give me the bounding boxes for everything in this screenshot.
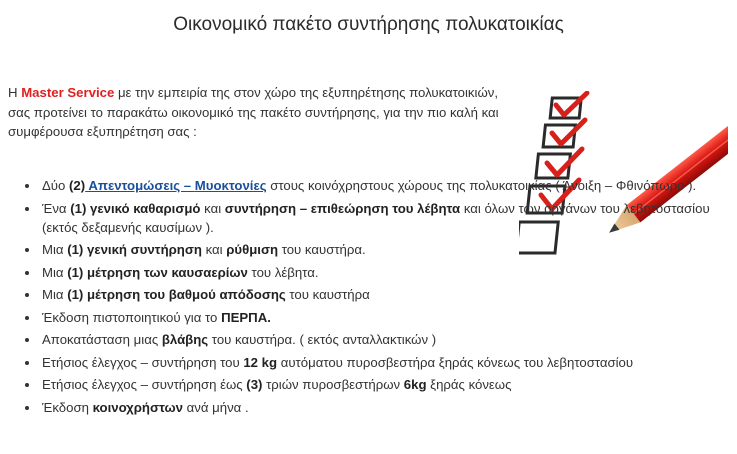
intro-paragraph [8,83,513,142]
list-item: • Έκδοση πιστοποιητικού για το ΠΕΡΠΑ. [40,308,730,327]
list-item: • Μια (1) γενική συντήρηση και ρύθμιση του καυστήρα. [40,240,730,259]
list-item: • Αποκατάσταση μιας βλάβης του καυστήρα. ( εκτός ανταλλακτικών ) [40,330,730,349]
pest-control-link[interactable]: Απεντομώσεις – [85,178,195,193]
list-item: • Μια (1) μέτρηση των καυσαερίων του λέβητα. [40,263,730,282]
list-item: • Ετήσιος έλεγχος – συντήρηση έως (3) τριών πυροσβεστήρων 6kg ξηράς κόνεως [40,375,730,394]
list-item: • Δύο (2) Απεντομώσεις – Μυοκτονίες στους κοινόχρηστους χώρους της πολυκατοικίας ( Άνοιξη – Φθινόπωρο ). [40,176,730,195]
list-item: • Μια (1) μέτρηση του βαθμού απόδοσης του καυστήρα [40,285,730,304]
rodent-control-link[interactable]: Μυοκτονίες [194,178,267,193]
intro-text: με την εμπειρία της στον χώρο της εξυπηρέτησης πολυκατοικιών, σας προτείνει το παρακάτω οικονομικό της πακέτο συντήρησης, για την πιο καλή και συμφέρουσα εξυπηρέτηση σας : [8,85,499,139]
list-item: • Ετήσιος έλεγχος – συντήρηση του 12 kg αυτόματου πυροσβεστήρα ξηράς κόνεως του λεβητοστασίου [40,353,730,372]
list-item: • Ένα (1) γενικό καθαρισμό και συντήρηση – επιθεώρηση του λέβητα και όλων των οργάνων του λεβητοστασίου (εκτός δεξαμενής καυσίμων ). [40,199,730,238]
brand-name: Master Service [21,85,115,100]
intro-prefix: Η [8,85,22,100]
page-title: Οικονομικό πακέτο συντήρησης πολυκατοικίας [173,14,564,35]
service-list [22,176,730,420]
list-item: • Έκδοση κοινοχρήστων ανά μήνα . [40,398,730,417]
